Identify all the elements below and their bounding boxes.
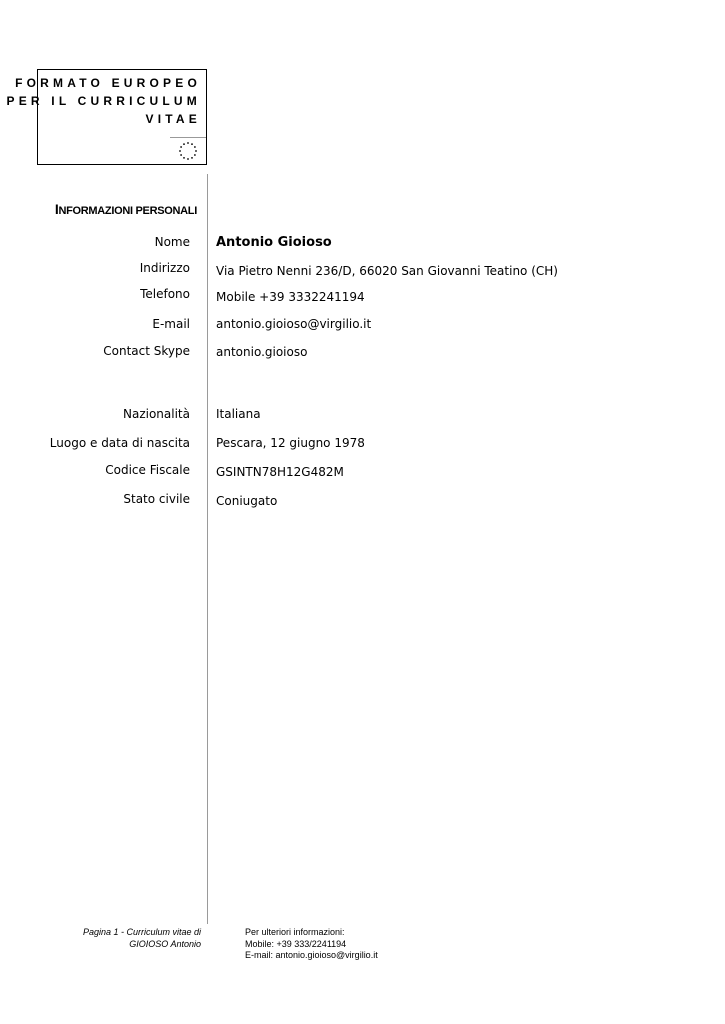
header-line-3: VITAE — [145, 112, 201, 126]
cv-header-box — [6, 69, 207, 165]
field-label-nome: Nome — [154, 235, 190, 249]
footer-page-line: Pagina 1 - Curriculum vitae di — [82, 927, 201, 937]
field-label-stato-civile: Stato civile — [123, 492, 190, 506]
field-value-skype: antonio.gioioso — [216, 345, 308, 359]
footer-page-info — [83, 926, 201, 950]
footer-contact-info — [245, 927, 378, 962]
header-line-1: FORMATO EUROPEO — [15, 76, 201, 90]
field-label-skype: Contact Skype — [103, 344, 190, 358]
field-value-nazionalita: Italiana — [216, 407, 261, 421]
field-value-codice-fiscale: GSINTN78H12G482M — [216, 465, 344, 479]
section-title-personal-info: INFORMAZIONI PERSONALI — [54, 201, 197, 217]
field-label-codice-fiscale: Codice Fiscale — [105, 463, 190, 477]
field-label-nascita: Luogo e data di nascita — [49, 436, 190, 450]
field-value-nome: Antonio Gioioso — [216, 235, 332, 250]
footer-name-line: GIOIOSO Antonio — [129, 939, 201, 949]
footer-info-title: Per ulteriori informazioni: — [245, 927, 345, 937]
field-value-stato-civile: Coniugato — [216, 494, 278, 508]
field-value-email: antonio.gioioso@virgilio.it — [216, 317, 372, 331]
field-value-indirizzo: Via Pietro Nenni 236/D, 66020 San Giovanni Teatino (CH) — [216, 264, 558, 278]
footer-info-mobile: Mobile: +39 333/2241194 — [245, 938, 347, 949]
field-value-telefono: Mobile +39 3332241194 — [216, 290, 365, 304]
field-label-email: E-mail — [152, 317, 190, 331]
footer-info-email: E-mail: antonio.gioioso@virgilio.it — [245, 950, 378, 960]
field-value-nascita: Pescara, 12 giugno 1978 — [216, 436, 365, 450]
field-label-indirizzo: Indirizzo — [139, 261, 190, 275]
column-divider — [207, 174, 208, 924]
eu-flag-icon — [177, 140, 199, 162]
header-divider — [170, 137, 206, 138]
field-label-telefono: Telefono — [140, 287, 190, 301]
field-label-nazionalita: Nazionalità — [123, 407, 190, 421]
header-line-2: PER IL CURRICULUM — [6, 94, 201, 108]
